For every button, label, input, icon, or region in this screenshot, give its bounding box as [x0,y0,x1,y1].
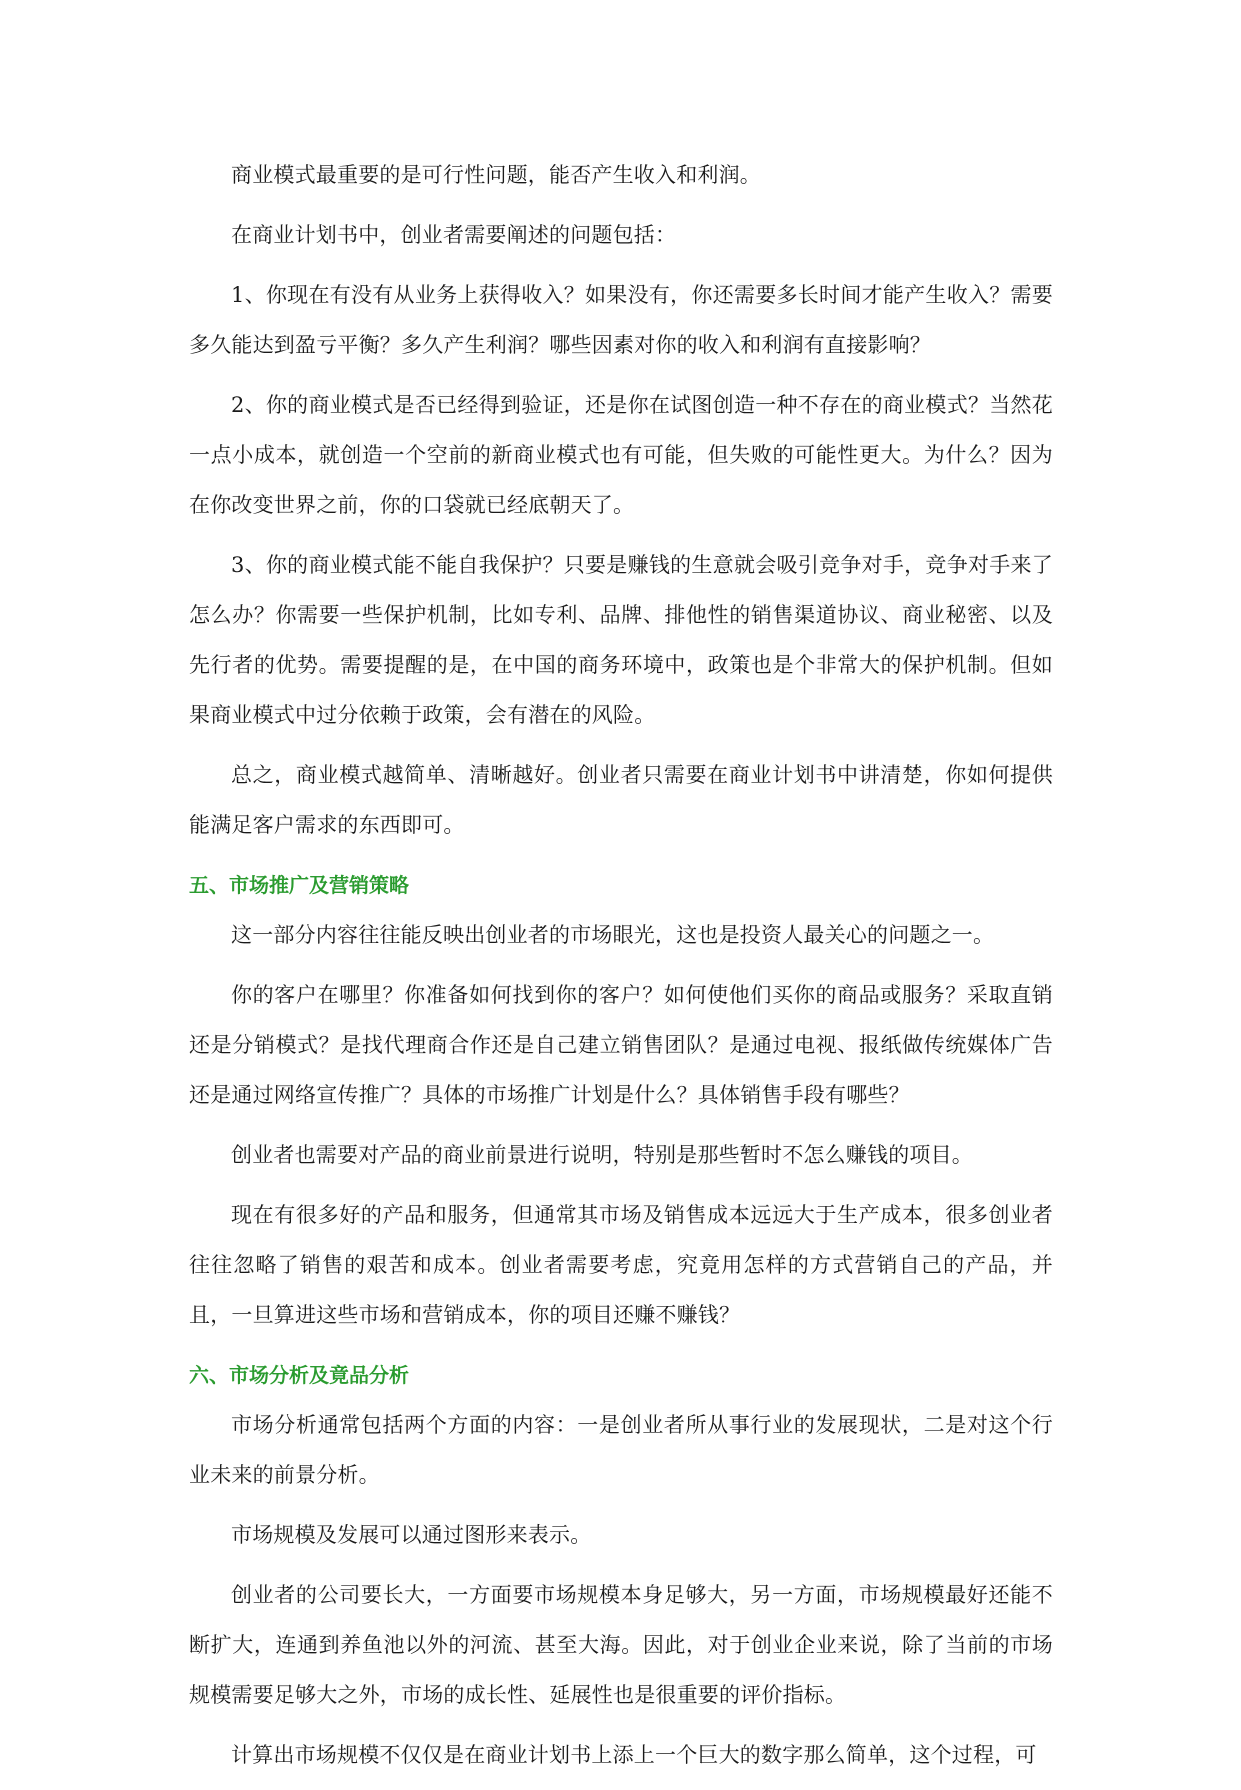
document-body [189,150,1053,1790]
paragraph: 创业者的公司要长大，一方面要市场规模本身足够大，另一方面，市场规模最好还能不断扩大，连通到养鱼池以外的河流、甚至大海。因此，对于创业企业来说，除了当前的市场规模需要足够大之外，市场的成长性、延展性也是很重要的评价指标。 [189,1583,1053,1707]
paragraph: 市场规模及发展可以通过图形来表示。 [231,1523,592,1547]
section-heading-marketing: 五、市场推广及营销策略 [189,873,409,897]
paragraph: 商业模式最重要的是可行性问题，能否产生收入和利润。 [231,163,761,187]
paragraph: 创业者也需要对产品的商业前景进行说明，特别是那些暂时不怎么赚钱的项目。 [231,1143,973,1167]
paragraph: 2、你的商业模式是否已经得到验证，还是你在试图创造一种不存在的商业模式？当然花一点小成本，就创造一个空前的新商业模式也有可能，但失败的可能性更大。为什么？因为在你改变世界之前，你的口袋就已经底朝天了。 [189,393,1053,517]
paragraph: 3、你的商业模式能不能自我保护？只要是赚钱的生意就会吸引竞争对手，竞争对手来了怎么办？你需要一些保护机制，比如专利、品牌、排他性的销售渠道协议、商业秘密、以及先行者的优势。需要提醒的是，在中国的商务环境中，政策也是个非常大的保护机制。但如果商业模式中过分依赖于政策，会有潜在的风险。 [189,553,1053,727]
paragraph: 计算出市场规模不仅仅是在商业计划书上添上一个巨大的数字那么简单，这个过程，可 [231,1743,1037,1767]
paragraph: 在商业计划书中，创业者需要阐述的问题包括： [231,223,677,247]
paragraph: 你的客户在哪里？你准备如何找到你的客户？如何使他们买你的商品或服务？采取直销还是分销模式？是找代理商合作还是自己建立销售团队？是通过电视、报纸做传统媒体广告还是通过网络宣传推广？具体的市场推广计划是什么？具体销售手段有哪些？ [189,983,1053,1107]
paragraph: 现在有很多好的产品和服务，但通常其市场及销售成本远远大于生产成本，很多创业者往往忽略了销售的艰苦和成本。创业者需要考虑，究竟用怎样的方式营销自己的产品，并且，一旦算进这些市场和营销成本，你的项目还赚不赚钱？ [189,1203,1053,1327]
paragraph: 总之，商业模式越简单、清晰越好。创业者只需要在商业计划书中讲清楚，你如何提供能满足客户需求的东西即可。 [189,763,1053,837]
paragraph: 这一部分内容往往能反映出创业者的市场眼光，这也是投资人最关心的问题之一。 [231,923,995,947]
paragraph: 1、你现在有没有从业务上获得收入？如果没有，你还需要多长时间才能产生收入？需要多久能达到盈亏平衡？多久产生利润？哪些因素对你的收入和利润有直接影响？ [189,283,1053,357]
section-heading-market-analysis: 六、市场分析及竟品分析 [189,1363,409,1387]
paragraph: 市场分析通常包括两个方面的内容：一是创业者所从事行业的发展现状，二是对这个行业未来的前景分析。 [189,1413,1053,1487]
